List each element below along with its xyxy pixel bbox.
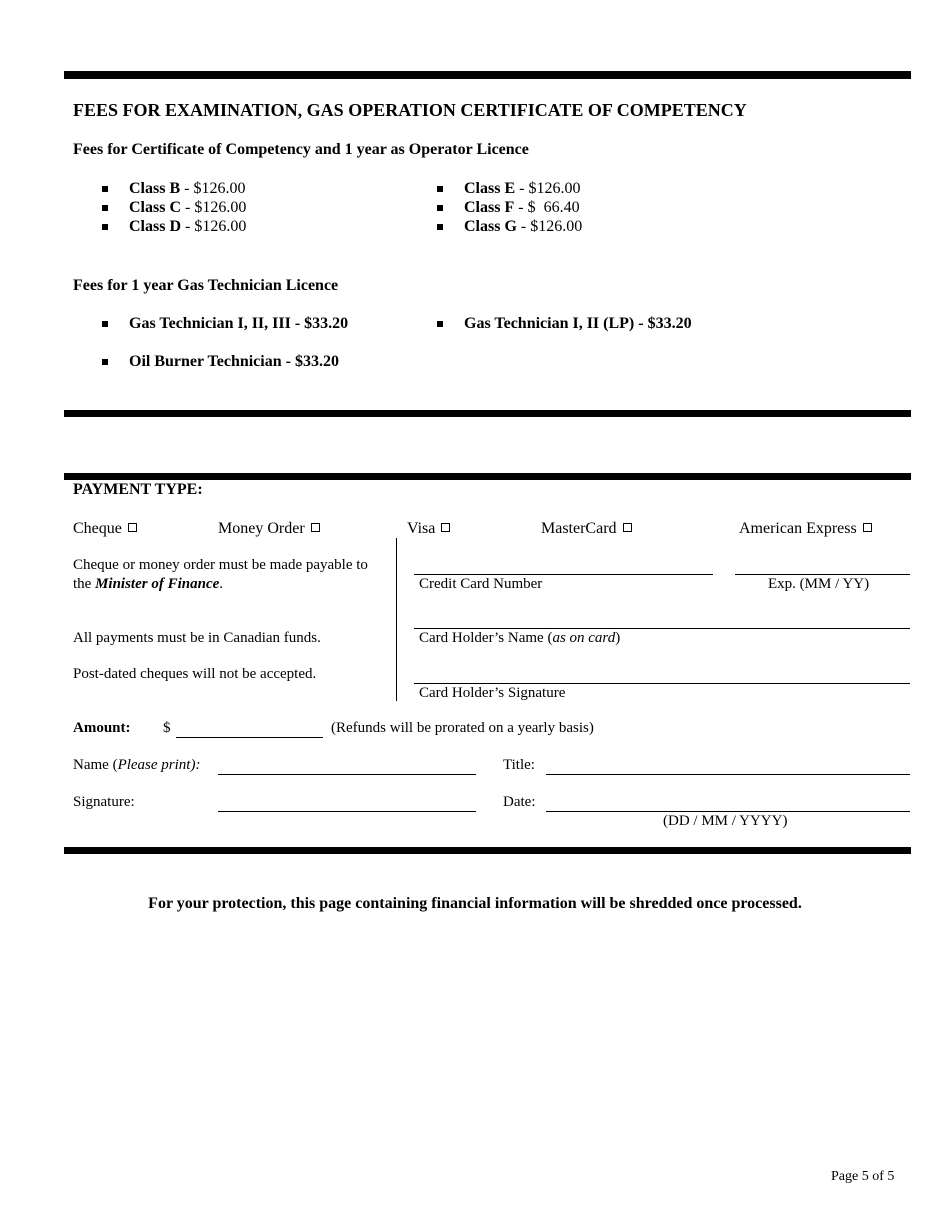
name-field[interactable] [218,774,476,775]
bullet-icon [437,224,443,230]
option-mastercard[interactable]: MasterCard [541,520,632,538]
bullet-icon [102,359,108,365]
fee-class-g: Class G - $126.00 [464,218,583,235]
card-holder-name-field[interactable] [414,628,910,629]
payment-type-heading: PAYMENT TYPE: [73,481,203,498]
fee-gas-technician-lp: Gas Technician I, II (LP) - $33.20 [464,315,692,332]
fee-class-b: Class B - $126.00 [129,180,246,197]
fee-class-e: Class E - $126.00 [464,180,581,197]
column-divider [396,538,397,701]
bullet-icon [437,205,443,211]
checkbox-icon[interactable] [863,523,872,532]
checkbox-icon[interactable] [128,523,137,532]
fees-title: FEES FOR EXAMINATION, GAS OPERATION CERTIFICATE OF COMPETENCY [73,100,747,120]
fee-class-c: Class C - $126.00 [129,199,247,216]
signature-field[interactable] [218,811,476,812]
bullet-icon [102,186,108,192]
card-holder-signature-label: Card Holder’s Signature [419,685,566,701]
card-holder-name-label: Card Holder’s Name (as on card) [419,630,621,646]
date-label: Date: [503,794,536,810]
title-field[interactable] [546,774,910,775]
date-field[interactable] [546,811,910,812]
name-label: Name (Please print): [73,757,201,773]
payment-top-rule [64,473,911,480]
checkbox-icon[interactable] [441,523,450,532]
payable-note-line2: the Minister of Finance. [73,576,224,592]
bullet-icon [437,321,443,327]
credit-card-number-field[interactable] [414,574,713,575]
bullet-icon [102,205,108,211]
option-cheque[interactable]: Cheque [73,520,137,538]
canadian-funds-note: All payments must be in Canadian funds. [73,630,321,646]
card-holder-signature-field[interactable] [414,683,910,684]
amount-field[interactable] [176,737,323,738]
expiry-label: Exp. (MM / YY) [768,576,870,592]
technician-fees-heading: Fees for 1 year Gas Technician Licence [73,277,339,294]
signature-label: Signature: [73,794,135,810]
option-american-express[interactable]: American Express [739,520,872,538]
top-rule [64,71,911,79]
bullet-icon [437,186,443,192]
bullet-icon [102,321,108,327]
expiry-field[interactable] [735,574,910,575]
operator-fees-heading: Fees for Certificate of Competency and 1 year as Operator Licence [73,141,529,158]
title-label: Title: [503,757,535,773]
post-dated-note: Post-dated cheques will not be accepted. [73,666,317,682]
fee-class-d: Class D - $126.00 [129,218,247,235]
amount-label: Amount: [73,720,131,736]
payable-note-line1: Cheque or money order must be made payable to [73,557,368,573]
fee-oil-burner-technician: Oil Burner Technician - $33.20 [129,353,339,370]
credit-card-number-label: Credit Card Number [419,576,543,592]
protection-notice: For your protection, this page containing financial information will be shredded once processed. [148,895,802,912]
date-format-hint: (DD / MM / YYYY) [663,813,788,829]
fees-bottom-rule [64,410,911,417]
fee-gas-technician: Gas Technician I, II, III - $33.20 [129,315,349,332]
page-number: Page 5 of 5 [831,1169,895,1184]
checkbox-icon[interactable] [623,523,632,532]
option-money-order[interactable]: Money Order [218,520,320,538]
bullet-icon [102,224,108,230]
checkbox-icon[interactable] [311,523,320,532]
option-visa[interactable]: Visa [407,520,450,538]
payment-bottom-rule [64,847,911,854]
refund-note: (Refunds will be prorated on a yearly basis) [331,720,594,736]
fee-class-f: Class F - $ 66.40 [464,199,580,216]
dollar-sign: $ [163,720,171,736]
